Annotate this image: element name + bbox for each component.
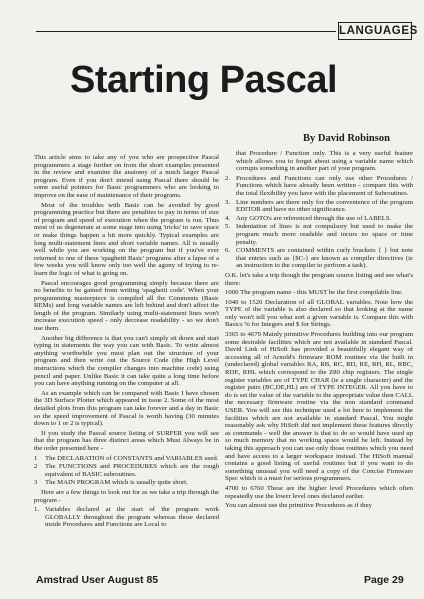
paragraph: 1000 The program name - this MUST be the first compilable line. xyxy=(225,289,403,297)
list-item xyxy=(225,175,413,198)
list-number: 1 xyxy=(34,454,38,462)
header-rule xyxy=(36,31,336,32)
paragraph: 3365 to 4679 Mainly primitive Procedures building into our program some desirable facilities which are not available in standard Pascal. David Link of HiSoft has provided a beautifully elegant way of accessing all of Arnold's firmware ROM routines via the built in (undeclared) global variables RA, RB, RC, RD, RE, RH, RL, RBC, RDE, RHL which correspond to the Z80 chip registers. The single register variables are of TYPE CHAR (ie a single character) and the register pairs (BC,DE,HL) are of TYPE INTEGER. All you have to do is set the value of the variable to the appropriate value then CALL the necessary firmware routine via the non standard command USER. You will see this technique used a lot here to implement the facilities which are not available in standard Pascal. You might reasonably ask why HiSoft did not implement these features directly as commands - well the answer is that to do so would have used up so much memory that no working space would be left. Instead by taking this approach you can use only those routines which you need and have access to a larger workspace instead. The HiSoft manual contains a good listing of useful routines but if you want to do something unusual you will need a copy of the Concise Firmware Spec which is a must for serious programmers. xyxy=(225,331,413,483)
list-item xyxy=(34,479,219,487)
list-item xyxy=(34,455,219,463)
left-column xyxy=(34,154,219,531)
paragraph: If you study the Pascal source listing of SURFER you will see that the program has three distinct areas which Must Always be in the order presented here - xyxy=(34,429,219,452)
paragraph: Here are a few things to look out for as we take a trip through the program - xyxy=(34,488,219,504)
list-number: 5. xyxy=(225,223,231,231)
tips-list xyxy=(34,506,219,529)
article-title: Starting Pascal xyxy=(70,59,338,101)
list-text: Variables declared at the start of the program work GLOBALLY throughout the program whereas those declared inside Procedures and Functions are Local to xyxy=(45,506,219,529)
paragraph: You can almost use the primitive Procedures as if they xyxy=(225,502,372,510)
list-text: Procedures and Functions can only use other Procedures / Functions which have already been written - compare this with the total flexibility you have with the placement of Subroutines. xyxy=(236,174,413,197)
list-item xyxy=(225,247,413,270)
list-text: Line numbers are there only for the convenience of the program EDITOR and have no other significance. xyxy=(236,198,413,214)
list-text: COMMENTS are contained within curly brackets { } but note that entries such as {$C-} are known as compiler directives (ie an instruction to the compiler to perform a task). xyxy=(236,247,413,270)
right-column xyxy=(225,150,413,512)
paragraph: This article aims to take any of you who are prospective Pascal programmers a stage further on from the short examples presented in the review and examine the anatomy of a much larger Pascal program. Even if you don't intend using Pascal there should be some useful pointers for Basic programmers who are looking to improve on the ease of maintenance of their programs. xyxy=(34,154,219,199)
list-number: 2. xyxy=(225,174,231,182)
paragraph: 4700 to 6760 These are the higher level Procedures which often repeatedly use the lower level ones declared earlier. xyxy=(225,484,413,500)
paragraph: Pascal encourages good programming simply because there are no benefits to be gained from writing 'spaghetti code'. When your programming masterpiece is compiled all the Comments (Basic REMs) and long variable names are left behind and don't affect the length of the program. Similarly using multi-statement lines won't increase execution speed - only decrease readability - so we don't use them. xyxy=(34,279,219,333)
list-number: 4. xyxy=(225,214,231,222)
program-areas-list xyxy=(34,455,219,487)
list-number: 2 xyxy=(34,463,38,471)
footer-publication: Amstrad User August 85 xyxy=(36,574,159,586)
paragraph: O.K. let's take a trip though the program source listing and see what's there: xyxy=(225,271,413,287)
paragraph: Another big difference is that you can't simply sit down and start typing in statements the way you can with Basic. To write almost anything worthwhile you must plan out the structure of your program and then write out the Source Code (the High Level instructions which the compiler changes into machine code) using pencil and paper. Unlike Basic it can take quite a long time before you can have anything running on the computer at all. xyxy=(34,334,219,388)
list-number: 3. xyxy=(225,198,231,206)
list-number: 1. xyxy=(34,506,40,514)
list-item xyxy=(225,223,413,246)
list-item xyxy=(34,463,219,478)
paragraph: As an example which can be compared with Basic I have chosen the 3D Surface Plotter which appeared in issue 2. Some of the most detailed plots from this program can take forever and a day in Basic so the speed improvement of Pascal is worth having (30 minutes down to 1 or 2 is typical). xyxy=(34,389,219,428)
footer-page-number: Page 29 xyxy=(364,574,404,586)
list-text: Any GOTO's are referenced through the use of LABELS. xyxy=(236,214,392,222)
list-text: Indentation of lines is not compulsory but used to make the program much more readable and incurs no space or time penalty. xyxy=(236,223,413,246)
list-number: 3 xyxy=(34,479,38,487)
paragraph: that Procedure / Function only. This is a very useful feature which allows you to forget about using a variable name which corrupts something in another part of your program. xyxy=(236,150,413,173)
list-item xyxy=(34,506,219,529)
section-label: LANGUAGES xyxy=(338,22,412,40)
paragraph: Most of the troubles with Basic can be avoided by good programming practice but there are penalties to pay in terms of size of program and speed of execution when the program is run. Thus most of us degenerate at some stage into using 'tricks' to save space or make things happen a bit more quickly. Typical examples are long multi-statement lines and short variable names. All is usually well while you are working on the program but if you've ever returned to one of these 'spaghetti Basic' programs after a lapse of a few weeks you will know only too well the agony of trying to re-learn the logic of what is going on. xyxy=(34,201,219,277)
tips-list-continued xyxy=(225,175,413,270)
list-text: The FUNCTIONS and PROCEDURES which are the rough equivalent of BASIC subroutines. xyxy=(45,463,219,478)
article-byline: By David Robinson xyxy=(303,133,390,144)
list-item xyxy=(225,199,413,214)
list-item xyxy=(225,215,413,223)
list-text: The DECLARATION of CONSTANTS and VARIABLES used. xyxy=(45,454,219,462)
list-text: The MAIN PROGRAM which is usually quite short. xyxy=(45,479,188,487)
list-number: 6. xyxy=(225,247,231,255)
paragraph: 1040 to 1520 Declaration of all GLOBAL variables. Note how the TYPE of the variable is also declared so that looking at the name only won't tell you what sort a given variable is. Compare this with Basics % for Integers and $ for Strings. xyxy=(225,298,413,329)
